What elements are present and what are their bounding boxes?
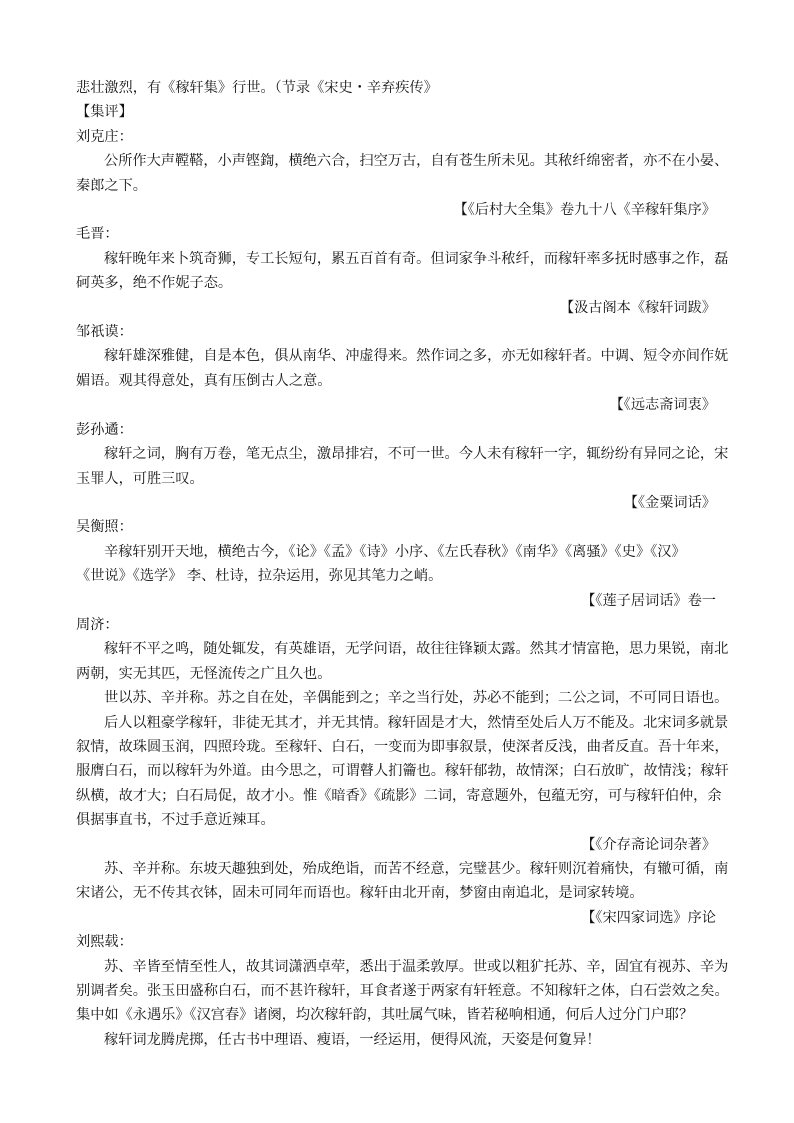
commentary-entry [76, 857, 729, 930]
commentary-entry [76, 222, 729, 320]
commentary-entry [76, 320, 729, 418]
paragraph-line: 稼轩不平之鸣，随处辄发，有英雄语，无学问语，故往往锋颖太露。然其才情富艳，思力果锐，南北 [104, 641, 729, 658]
source-citation: 【《金粟词话》 [623, 494, 716, 511]
source-citation: 【《宋四家词选》序论 [581, 909, 716, 926]
paragraph-line: 宋诸公，无不传其衣钵，固未可同年而语也。稼轩由北开南，梦窗由南追北，是词家转境。 [76, 885, 644, 902]
commentary-paragraph [76, 149, 729, 198]
commentary-paragraph [76, 637, 729, 686]
commentary-paragraph [76, 1028, 716, 1052]
intro-line: 悲壮激烈，有《稼轩集》行世。（节录《宋史・辛弃疾传》 [76, 80, 438, 96]
commentary-paragraph [76, 857, 729, 906]
paragraph-line: 后人以粗豪学稼轩，非徒无其才，并无其情。稼轩固是才大，然情至处后人万不能及。北宋词多就景 [104, 714, 729, 731]
paragraph-line: 苏、辛并称。东坡天趣独到处，殆成绝诣，而苦不经意，完璧甚少。稼轩则沉着痛快，有辙可循，南 [104, 861, 729, 877]
paragraph-line: 集中如《永遇乐》《汉宫春》诸阕，均次稼轩韵，其吐属气味，皆若秘响相通，何后人过分门户耶？ [76, 1007, 694, 1024]
commentary-entry [76, 418, 729, 516]
commentator-name: 彭孙遹： [76, 421, 133, 438]
commentary-paragraph [76, 711, 729, 833]
commentator-name: 刘熙载： [76, 934, 133, 951]
paragraph-line: 俱据事直书，不过手意近辣耳。 [76, 812, 275, 829]
commentary-entry [76, 613, 729, 857]
commentary-entry [76, 930, 729, 1052]
paragraph-line: 媚语。观其得意处，真有压倒古人之意。 [76, 372, 332, 389]
paragraph-line: 稼轩晚年来卜筑奇狮，专工长短句，累五百首有奇。但词家争斗秾纤，而稼轩率多抚时感事之作，磊 [104, 250, 729, 267]
document-page [76, 76, 729, 1052]
paragraph-line: 服膺白石，而以稼轩为外道。由今思之，可谓瞽人扪籥也。稼轩郁勃，故情深；白石放旷，故情浅；稼轩 [76, 763, 729, 780]
paragraph-line: 苏、辛皆至情至性人，故其词潇洒卓荦，悉出于温柔敦厚。世或以粗犷托苏、辛，固宜有视苏、辛为 [104, 958, 729, 975]
commentary-paragraph [76, 686, 729, 710]
paragraph-line: 辛稼轩别开天地，横绝古今，《论》《孟》《诗》小序、《左氏春秋》《南华》《离骚》《史》《汉》 [104, 543, 686, 560]
source-citation: 【汲古阁本《稼轩词跋》 [559, 299, 716, 316]
paragraph-line: 稼轩词龙腾虎掷，任古书中理语、瘦语，一经运用，便得风流，天姿是何夐异！ [104, 1031, 601, 1048]
source-citation: 【《后村大全集》卷九十八《辛稼轩集序》 [453, 202, 716, 219]
paragraph-line: 两朝，实无其匹，无怪流传之广且久也。 [76, 665, 332, 682]
paragraph-line: 纵横，故才大；白石局促，故才小。惟《暗香》《疏影》二词，寄意题外，包蕴无穷，可与稼轩伯仲，余 [76, 787, 722, 804]
commentary-paragraph [76, 442, 729, 491]
section-heading: 【集评】 [76, 104, 133, 121]
paragraph-line: 砢英多，绝不作妮子态。 [76, 275, 233, 292]
paragraph-line: 别调者矣。张玉田盛称白石，而不甚许稼轩，耳食者遂于两家有轩轾意。不知稼轩之体，白石尝效之矣。 [76, 983, 729, 1000]
commentator-name: 刘克庄： [76, 128, 133, 145]
source-citation: 【《远志斋词衷》 [609, 397, 716, 414]
commentary-paragraph [76, 344, 729, 393]
paragraph-line: 玉罪人，可胜三叹。 [76, 470, 204, 487]
commentary-paragraph [76, 955, 729, 1028]
paragraph-line: 稼轩雄深雅健，自是本色，俱从南华、冲虚得来。然作词之多，亦无如稼轩者。中调、短令亦间作妩 [104, 348, 729, 365]
paragraph-line: 公所作大声鞺鞳，小声铿鍧，横绝六合，扫空万古，自有苍生所未见。其秾纤绵密者，亦不在小晏、 [104, 153, 729, 170]
commentator-name: 吴衡照： [76, 519, 133, 536]
commentator-name: 周济： [76, 616, 119, 633]
commentator-name: 毛晋： [76, 226, 119, 243]
paragraph-line: 世以苏、辛并称。苏之自在处，辛偶能到之；辛之当行处，苏必不能到；二公之词，不可同日语也。 [104, 690, 729, 707]
paragraph-line: 秦郎之下。 [76, 177, 147, 194]
paragraph-line: 叙情，故珠圆玉润，四照玲珑。至稼轩、白石，一变而为即事叙景，使深者反浅，曲者反直。吾十年来， [76, 738, 729, 755]
commentary-entry [76, 515, 716, 613]
commentary-entry [76, 125, 729, 223]
commentary-paragraph [76, 540, 716, 589]
commentary-paragraph [76, 247, 729, 296]
paragraph-line: 《世说》《选学》 李、杜诗，拉杂运用，弥见其笔力之峭。 [76, 568, 443, 585]
source-citation: 【《介存斋论词杂著》 [581, 836, 716, 853]
commentary-list [76, 125, 729, 1052]
paragraph-line: 稼轩之词，胸有万卷，笔无点尘，激昂排宕，不可一世。今人未有稼轩一字，辄纷纷有异同之论，宋 [104, 446, 729, 463]
commentator-name: 邹祇谟： [76, 324, 133, 341]
source-citation: 【《莲子居词话》卷一 [581, 592, 716, 609]
